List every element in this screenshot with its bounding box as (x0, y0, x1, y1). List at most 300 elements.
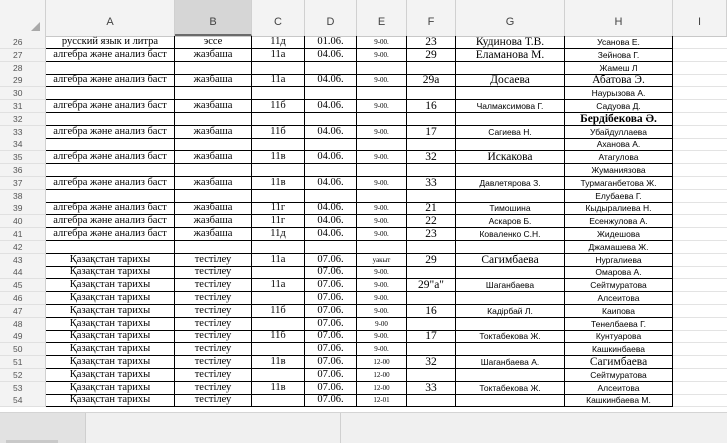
cell-d[interactable]: 07.06. (305, 254, 357, 267)
cell-a[interactable]: Қазақстан тарихы (46, 279, 175, 292)
cell-i[interactable] (673, 202, 727, 215)
cell-e[interactable]: 12-00 (357, 382, 407, 395)
cell-g[interactable]: Давлетярова З. (456, 177, 565, 190)
cell-e[interactable]: 9-00. (357, 202, 407, 215)
cell-d[interactable]: 04.06. (305, 177, 357, 190)
cell-g[interactable]: Кадірбай Л. (456, 305, 565, 318)
cell-d[interactable]: 07.06. (305, 356, 357, 369)
cell-h[interactable]: Нургалиева (565, 254, 673, 267)
cell-h[interactable]: Садуова Д. (565, 100, 673, 113)
cell-f[interactable] (407, 190, 456, 203)
cell-b[interactable]: тестілеу (175, 394, 252, 407)
row-number[interactable]: 47 (0, 305, 46, 318)
cell-h[interactable]: Кыдыралиева Н. (565, 202, 673, 215)
cell-i[interactable] (673, 190, 727, 203)
cell-e[interactable]: 9-00. (357, 215, 407, 228)
cell-b[interactable]: тестілеу (175, 292, 252, 305)
cell-i[interactable] (673, 356, 727, 369)
cell-b[interactable]: жазбаша (175, 177, 252, 190)
cell-d[interactable]: 04.06. (305, 74, 357, 87)
cell-i[interactable] (673, 254, 727, 267)
cell-h[interactable]: Тенелбаева Г. (565, 318, 673, 331)
cell-i[interactable] (673, 382, 727, 395)
cell-b[interactable] (175, 164, 252, 177)
cell-e[interactable]: 9-00. (357, 343, 407, 356)
cell-f[interactable] (407, 138, 456, 151)
cell-i[interactable] (673, 62, 727, 75)
cell-e[interactable]: 9-00. (357, 279, 407, 292)
cell-a[interactable]: Қазақстан тарихы (46, 266, 175, 279)
cell-c[interactable]: 11б (252, 126, 305, 139)
cell-e[interactable] (357, 241, 407, 254)
row-number[interactable]: 50 (0, 343, 46, 356)
cell-f[interactable] (407, 394, 456, 407)
row-number[interactable]: 27 (0, 49, 46, 62)
cell-e[interactable] (357, 113, 407, 126)
cell-f[interactable]: 17 (407, 126, 456, 139)
cell-i[interactable] (673, 241, 727, 254)
row-number[interactable]: 51 (0, 356, 46, 369)
cell-e[interactable] (357, 62, 407, 75)
cell-g[interactable] (456, 343, 565, 356)
cell-b[interactable]: тестілеу (175, 369, 252, 382)
column-header-i[interactable]: I (673, 0, 727, 36)
cell-i[interactable] (673, 394, 727, 407)
cell-i[interactable] (673, 292, 727, 305)
cell-g[interactable]: Токтабекова Ж. (456, 330, 565, 343)
cell-a[interactable]: алгебра және анализ баст (46, 74, 175, 87)
cell-b[interactable] (175, 138, 252, 151)
cell-a[interactable]: Қазақстан тарихы (46, 292, 175, 305)
cell-g[interactable] (456, 62, 565, 75)
row-number[interactable]: 28 (0, 62, 46, 75)
cell-b[interactable]: жазбаша (175, 151, 252, 164)
cell-c[interactable]: 11б (252, 305, 305, 318)
horizontal-scrollbar-divider[interactable] (340, 413, 341, 443)
cell-g[interactable]: Чалмаксимова Г. (456, 100, 565, 113)
cell-e[interactable] (357, 138, 407, 151)
cell-d[interactable] (305, 190, 357, 203)
column-header-c[interactable]: C (252, 0, 305, 36)
cell-c[interactable]: 11в (252, 151, 305, 164)
cell-h[interactable]: Есенжулова А. (565, 215, 673, 228)
cell-d[interactable] (305, 113, 357, 126)
cell-a[interactable]: алгебра және анализ баст (46, 126, 175, 139)
cell-d[interactable]: 07.06. (305, 369, 357, 382)
row-number[interactable]: 53 (0, 382, 46, 395)
cell-e[interactable] (357, 87, 407, 100)
cell-a[interactable]: алгебра және анализ баст (46, 202, 175, 215)
cell-d[interactable]: 07.06. (305, 305, 357, 318)
cell-c[interactable]: 11а (252, 279, 305, 292)
cell-c[interactable] (252, 369, 305, 382)
cell-f[interactable]: 29 (407, 254, 456, 267)
cell-d[interactable]: 07.06. (305, 343, 357, 356)
cell-c[interactable]: 11г (252, 215, 305, 228)
cell-b[interactable]: тестілеу (175, 318, 252, 331)
cell-a[interactable]: алгебра және анализ баст (46, 228, 175, 241)
cell-i[interactable] (673, 87, 727, 100)
row-number[interactable]: 54 (0, 394, 46, 407)
row-number[interactable]: 37 (0, 177, 46, 190)
cell-f[interactable] (407, 164, 456, 177)
cell-e[interactable]: 9-00. (357, 49, 407, 62)
row-number[interactable]: 31 (0, 100, 46, 113)
cell-f[interactable] (407, 292, 456, 305)
cell-g[interactable]: Шаганбаева А. (456, 356, 565, 369)
column-header-g[interactable]: G (456, 0, 565, 36)
cell-g[interactable]: Аскаров Б. (456, 215, 565, 228)
cell-f[interactable]: 33 (407, 382, 456, 395)
cell-b[interactable] (175, 62, 252, 75)
cell-i[interactable] (673, 49, 727, 62)
cell-h[interactable]: Зейнова Г. (565, 49, 673, 62)
cell-c[interactable]: 11а (252, 254, 305, 267)
cell-i[interactable] (673, 215, 727, 228)
cell-h[interactable]: Усанова Е. (565, 36, 673, 49)
cell-h[interactable]: Каипова (565, 305, 673, 318)
cell-i[interactable] (673, 343, 727, 356)
cell-f[interactable]: 16 (407, 305, 456, 318)
cell-c[interactable]: 11а (252, 74, 305, 87)
cell-i[interactable] (673, 305, 727, 318)
cell-a[interactable]: русский язык и литра (46, 36, 175, 49)
cell-c[interactable]: 11а (252, 49, 305, 62)
cell-e[interactable]: 12-00 (357, 369, 407, 382)
cell-a[interactable]: Қазақстан тарихы (46, 394, 175, 407)
cell-b[interactable]: жазбаша (175, 228, 252, 241)
cell-d[interactable]: 07.06. (305, 292, 357, 305)
cell-d[interactable] (305, 138, 357, 151)
cell-c[interactable] (252, 138, 305, 151)
sheet-tab[interactable] (0, 413, 86, 443)
cell-a[interactable]: Қазақстан тарихы (46, 330, 175, 343)
cell-a[interactable] (46, 138, 175, 151)
cell-d[interactable]: 04.06. (305, 228, 357, 241)
cell-f[interactable]: 29 (407, 49, 456, 62)
cell-f[interactable] (407, 62, 456, 75)
cell-b[interactable]: тестілеу (175, 254, 252, 267)
cell-c[interactable]: 11г (252, 202, 305, 215)
cell-e[interactable]: 9-00. (357, 330, 407, 343)
cell-b[interactable]: тестілеу (175, 343, 252, 356)
column-header-h[interactable]: H (565, 0, 673, 36)
cell-i[interactable] (673, 138, 727, 151)
cell-c[interactable] (252, 266, 305, 279)
row-number[interactable]: 43 (0, 254, 46, 267)
cell-c[interactable]: 11б (252, 330, 305, 343)
cell-i[interactable] (673, 126, 727, 139)
cell-e[interactable] (357, 190, 407, 203)
cell-g[interactable]: Сагимбаева (456, 254, 565, 267)
cell-e[interactable]: 9-00. (357, 100, 407, 113)
cell-c[interactable] (252, 190, 305, 203)
cell-g[interactable]: Искакова (456, 151, 565, 164)
cell-b[interactable]: тестілеу (175, 330, 252, 343)
cell-b[interactable]: жазбаша (175, 49, 252, 62)
cell-f[interactable] (407, 343, 456, 356)
cell-a[interactable]: Қазақстан тарихы (46, 356, 175, 369)
cell-f[interactable]: 33 (407, 177, 456, 190)
cell-b[interactable]: тестілеу (175, 266, 252, 279)
cell-g[interactable] (456, 241, 565, 254)
cell-c[interactable] (252, 87, 305, 100)
cell-d[interactable] (305, 87, 357, 100)
column-header-a[interactable]: A (46, 0, 175, 36)
cell-b[interactable]: жазбаша (175, 74, 252, 87)
cell-e[interactable]: 9-00. (357, 177, 407, 190)
cell-f[interactable] (407, 318, 456, 331)
cell-b[interactable]: жазбаша (175, 100, 252, 113)
cell-h[interactable]: Кашкинбаева М. (565, 394, 673, 407)
cell-a[interactable] (46, 190, 175, 203)
cell-i[interactable] (673, 318, 727, 331)
cell-c[interactable] (252, 292, 305, 305)
cell-g[interactable]: Токтабекова Ж. (456, 382, 565, 395)
cell-h[interactable]: Турмаганбетова Ж. (565, 177, 673, 190)
cell-g[interactable]: Кудинова Т.В. (456, 36, 565, 49)
cell-h[interactable]: Джамашева Ж. (565, 241, 673, 254)
cell-h[interactable]: Убайдуллаева (565, 126, 673, 139)
cell-g[interactable] (456, 113, 565, 126)
cell-a[interactable] (46, 62, 175, 75)
cell-g[interactable] (456, 164, 565, 177)
cell-c[interactable] (252, 164, 305, 177)
cell-a[interactable]: алгебра және анализ баст (46, 100, 175, 113)
cell-f[interactable]: 32 (407, 151, 456, 164)
cell-d[interactable]: 04.06. (305, 215, 357, 228)
cell-a[interactable]: алгебра және анализ баст (46, 215, 175, 228)
cell-g[interactable]: Сагиева Н. (456, 126, 565, 139)
cell-i[interactable] (673, 36, 727, 49)
cell-h[interactable]: Сейтмуратова (565, 369, 673, 382)
cell-h[interactable]: Омарова А. (565, 266, 673, 279)
row-number[interactable]: 34 (0, 138, 46, 151)
row-number[interactable]: 40 (0, 215, 46, 228)
cell-i[interactable] (673, 151, 727, 164)
cell-i[interactable] (673, 74, 727, 87)
cell-g[interactable] (456, 394, 565, 407)
row-number[interactable]: 52 (0, 369, 46, 382)
cell-g[interactable] (456, 292, 565, 305)
cell-e[interactable]: 12-00 (357, 356, 407, 369)
cell-i[interactable] (673, 279, 727, 292)
cell-d[interactable]: 07.06. (305, 318, 357, 331)
cell-a[interactable]: алгебра және анализ баст (46, 49, 175, 62)
cell-c[interactable]: 11д (252, 228, 305, 241)
cell-c[interactable]: 11б (252, 100, 305, 113)
row-number[interactable]: 38 (0, 190, 46, 203)
cell-b[interactable]: тестілеу (175, 382, 252, 395)
cell-g[interactable] (456, 318, 565, 331)
row-number[interactable]: 42 (0, 241, 46, 254)
cell-g[interactable] (456, 87, 565, 100)
cell-i[interactable] (673, 369, 727, 382)
cell-d[interactable]: 04.06. (305, 126, 357, 139)
cell-c[interactable] (252, 113, 305, 126)
cell-b[interactable]: тестілеу (175, 279, 252, 292)
cell-d[interactable]: 07.06. (305, 279, 357, 292)
cell-h[interactable]: Алсеитова (565, 292, 673, 305)
cell-f[interactable]: 21 (407, 202, 456, 215)
cell-f[interactable] (407, 266, 456, 279)
cell-e[interactable]: 9-00. (357, 126, 407, 139)
cell-g[interactable] (456, 266, 565, 279)
cell-f[interactable]: 29"а" (407, 279, 456, 292)
cell-b[interactable] (175, 87, 252, 100)
cell-c[interactable]: 11в (252, 177, 305, 190)
row-number[interactable]: 30 (0, 87, 46, 100)
column-header-d[interactable]: D (305, 0, 357, 36)
cell-g[interactable]: Тимошина (456, 202, 565, 215)
cell-e[interactable]: уакыт (357, 254, 407, 267)
cell-b[interactable]: эссе (175, 36, 252, 49)
cell-f[interactable]: 23 (407, 228, 456, 241)
cell-h[interactable]: Атагулова (565, 151, 673, 164)
column-header-e[interactable]: E (357, 0, 407, 36)
row-number[interactable]: 33 (0, 126, 46, 139)
row-number[interactable]: 46 (0, 292, 46, 305)
cell-i[interactable] (673, 164, 727, 177)
cell-d[interactable]: 04.06. (305, 49, 357, 62)
cell-d[interactable]: 04.06. (305, 151, 357, 164)
cell-e[interactable] (357, 164, 407, 177)
cell-a[interactable]: алгебра және анализ баст (46, 177, 175, 190)
cell-d[interactable]: 04.06. (305, 100, 357, 113)
cell-a[interactable] (46, 164, 175, 177)
cell-h[interactable]: Сагимбаева (565, 356, 673, 369)
cell-h[interactable]: Жидешова (565, 228, 673, 241)
row-number[interactable]: 45 (0, 279, 46, 292)
cell-d[interactable]: 01.06. (305, 36, 357, 49)
cell-b[interactable]: жазбаша (175, 202, 252, 215)
cell-b[interactable] (175, 190, 252, 203)
column-header-b[interactable]: B (175, 0, 252, 36)
cell-c[interactable] (252, 241, 305, 254)
row-number[interactable]: 29 (0, 74, 46, 87)
cell-h[interactable]: Бердібекова Ә. (565, 113, 673, 126)
cell-b[interactable]: жазбаша (175, 215, 252, 228)
cell-h[interactable]: Наурызова А. (565, 87, 673, 100)
cell-d[interactable]: 07.06. (305, 394, 357, 407)
cell-a[interactable] (46, 113, 175, 126)
cell-c[interactable]: 11в (252, 382, 305, 395)
cell-i[interactable] (673, 177, 727, 190)
cell-b[interactable] (175, 241, 252, 254)
cell-h[interactable]: Жамеш Л (565, 62, 673, 75)
cell-e[interactable]: 9-00. (357, 228, 407, 241)
cell-g[interactable] (456, 138, 565, 151)
cell-f[interactable]: 32 (407, 356, 456, 369)
cell-d[interactable] (305, 62, 357, 75)
row-number[interactable]: 44 (0, 266, 46, 279)
cell-g[interactable] (456, 369, 565, 382)
cell-e[interactable]: 9-00. (357, 151, 407, 164)
cell-a[interactable]: Қазақстан тарихы (46, 369, 175, 382)
cell-h[interactable]: Елубаева Г. (565, 190, 673, 203)
cell-c[interactable] (252, 343, 305, 356)
cell-g[interactable] (456, 190, 565, 203)
cell-f[interactable]: 29а (407, 74, 456, 87)
cell-i[interactable] (673, 113, 727, 126)
cell-c[interactable] (252, 318, 305, 331)
row-number[interactable]: 49 (0, 330, 46, 343)
cell-g[interactable]: Коваленко С.Н. (456, 228, 565, 241)
cell-a[interactable] (46, 87, 175, 100)
cell-e[interactable]: 9-00 (357, 318, 407, 331)
row-number[interactable]: 48 (0, 318, 46, 331)
cell-e[interactable]: 9-00. (357, 292, 407, 305)
cell-d[interactable]: 04.06. (305, 202, 357, 215)
cell-c[interactable]: 11д (252, 36, 305, 49)
cell-e[interactable]: 9-00. (357, 266, 407, 279)
cell-i[interactable] (673, 330, 727, 343)
cell-h[interactable]: Алсеитова (565, 382, 673, 395)
cell-b[interactable]: жазбаша (175, 126, 252, 139)
cell-g[interactable]: Еламанова М. (456, 49, 565, 62)
row-number[interactable]: 26 (0, 36, 46, 49)
cell-a[interactable]: Қазақстан тарихы (46, 318, 175, 331)
cell-h[interactable]: Жуманиязова (565, 164, 673, 177)
cell-d[interactable]: 07.06. (305, 266, 357, 279)
cell-c[interactable]: 11в (252, 356, 305, 369)
cell-a[interactable]: Қазақстан тарихы (46, 254, 175, 267)
cell-f[interactable]: 16 (407, 100, 456, 113)
row-number[interactable]: 39 (0, 202, 46, 215)
cell-h[interactable]: Абатова Э. (565, 74, 673, 87)
cell-i[interactable] (673, 266, 727, 279)
cell-f[interactable]: 22 (407, 215, 456, 228)
cell-e[interactable]: 9-00. (357, 305, 407, 318)
cell-a[interactable] (46, 241, 175, 254)
cell-d[interactable] (305, 164, 357, 177)
cell-h[interactable]: Кунтуарова (565, 330, 673, 343)
cell-a[interactable]: Қазақстан тарихы (46, 343, 175, 356)
cell-c[interactable] (252, 394, 305, 407)
cell-d[interactable]: 07.06. (305, 382, 357, 395)
row-number[interactable]: 41 (0, 228, 46, 241)
cell-f[interactable]: 17 (407, 330, 456, 343)
cell-c[interactable] (252, 62, 305, 75)
cell-a[interactable]: алгебра және анализ баст (46, 151, 175, 164)
cell-d[interactable]: 07.06. (305, 330, 357, 343)
cell-f[interactable] (407, 241, 456, 254)
cell-f[interactable] (407, 113, 456, 126)
cell-a[interactable]: Қазақстан тарихы (46, 305, 175, 318)
cell-f[interactable] (407, 369, 456, 382)
row-number[interactable]: 35 (0, 151, 46, 164)
cell-a[interactable]: Қазақстан тарихы (46, 382, 175, 395)
cell-b[interactable]: тестілеу (175, 356, 252, 369)
cell-d[interactable] (305, 241, 357, 254)
row-number[interactable]: 32 (0, 113, 46, 126)
cell-g[interactable]: Шаганбаева (456, 279, 565, 292)
row-number[interactable]: 36 (0, 164, 46, 177)
cell-e[interactable]: 9-00. (357, 74, 407, 87)
select-all-corner[interactable] (0, 0, 46, 36)
cell-e[interactable]: 9-00. (357, 36, 407, 49)
cell-i[interactable] (673, 100, 727, 113)
cell-b[interactable] (175, 113, 252, 126)
cell-h[interactable]: Сейтмуратова (565, 279, 673, 292)
cell-e[interactable]: 12-01 (357, 394, 407, 407)
cell-g[interactable]: Досаева (456, 74, 565, 87)
cell-h[interactable]: Аханова А. (565, 138, 673, 151)
cell-f[interactable]: 23 (407, 36, 456, 49)
column-header-f[interactable]: F (407, 0, 456, 36)
cell-f[interactable] (407, 87, 456, 100)
cell-b[interactable]: тестілеу (175, 305, 252, 318)
